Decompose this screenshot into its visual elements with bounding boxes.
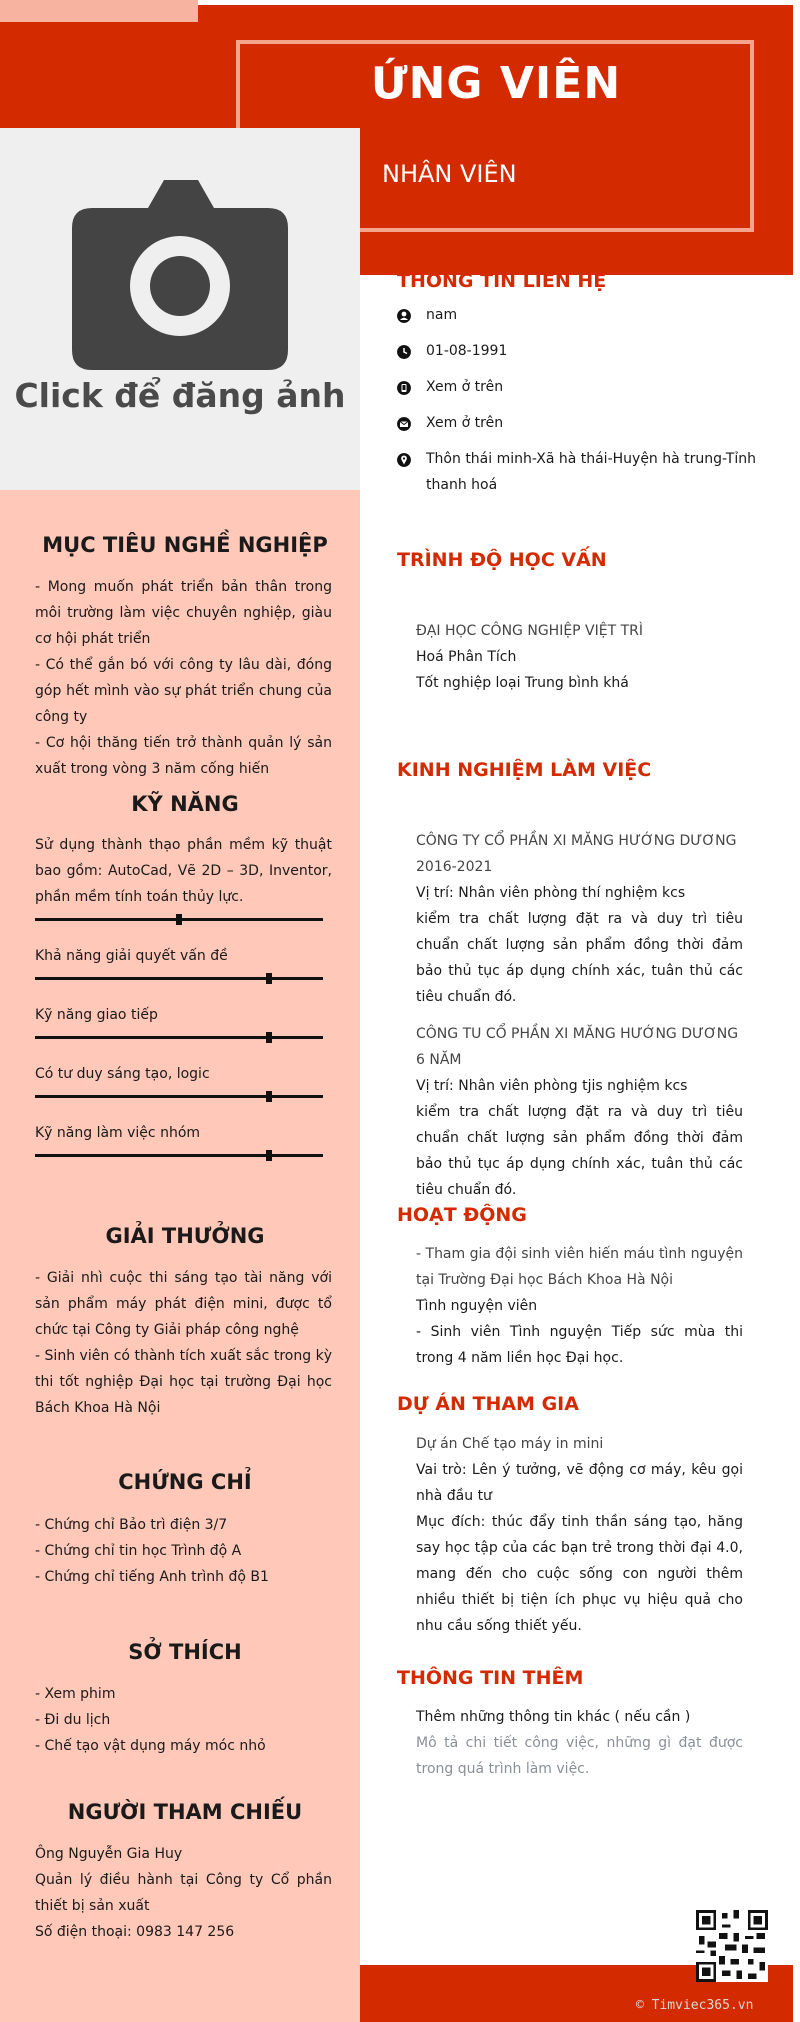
cert-line: - Chứng chỉ tin học Trình độ A	[35, 1543, 242, 1559]
skill-label-1: Khả năng giải quyết vấn đề	[35, 948, 228, 964]
skill-bar-4	[35, 1154, 323, 1157]
awards-body	[35, 1265, 332, 1421]
reference-line: Số điện thoại: 0983 147 256	[35, 1924, 235, 1940]
education-title: TRÌNH ĐỘ HỌC VẤN	[397, 549, 607, 571]
activity-line: - Tham gia đội sinh viên hiến máu tình nguyện tại Trường Đại học Bách Khoa Hà Nội	[416, 1246, 743, 1288]
education-school: ĐẠI HỌC CÔNG NGHIỆP VIỆT TRÌ	[416, 623, 644, 639]
contact-text: nam	[426, 307, 458, 323]
skill-label-4: Kỹ năng làm việc nhóm	[35, 1125, 201, 1141]
skill-knob	[266, 1032, 272, 1043]
cert-line: - Chứng chỉ Bảo trì điện 3/7	[35, 1517, 228, 1533]
project-name: Dự án Chế tạo máy in mini	[416, 1436, 604, 1452]
activities-body	[416, 1241, 743, 1371]
project-role: Vai trò: Lên ý tưởng, vẽ động cơ máy, kêu gọi nhà đầu tư	[416, 1462, 743, 1504]
skill-bar-1	[35, 977, 323, 980]
skill-bar-3	[35, 1095, 323, 1098]
objective-line: - Mong muốn phát triển bản thân trong môi trường làm việc chuyên nghiệp, giàu cơ hội phát triển	[35, 579, 332, 647]
contact-text: Xem ở trên	[426, 415, 504, 431]
extra-body	[416, 1704, 743, 1782]
skill-knob	[176, 914, 182, 925]
job-company: CÔNG TY CỔ PHẦN XI MĂNG HƯỚNG DƯƠNG	[416, 833, 737, 849]
education-body	[416, 618, 743, 696]
location-icon	[397, 453, 411, 467]
contact-title: THÔNG TIN LIÊN HỆ	[397, 270, 607, 292]
reference-line: Quản lý điều hành tại Công ty Cổ phần thiết bị sản xuất	[35, 1872, 332, 1914]
project-goal: Mục đích: thúc đẩy tinh thần sáng tạo, hăng say học tập của các bạn trẻ trong thời đại 4.0, mang đến cho cuộc sống con người thêm nhiều thiết bị tiện ích phục vụ hiệu quả cho nhu cầu sống thiết yếu.	[416, 1514, 743, 1634]
experience-title: KINH NGHIỆM LÀM VIỆC	[397, 759, 652, 781]
job-description: kiểm tra chất lượng đặt ra và duy trì tiêu chuẩn chất lượng sản phẩm đồng thời đảm bảo thủ tục áp dụng chính xác, tuân thủ các tiêu chuẩn đó.	[416, 1104, 743, 1198]
mail-icon	[397, 417, 411, 431]
skill-bar-2	[35, 1036, 323, 1039]
skill-bar-0	[35, 918, 323, 921]
activity-line: - Sinh viên Tình nguyện Tiếp sức mùa thi trong 4 năm liền học Đại học.	[416, 1324, 743, 1366]
skills-title: KỸ NĂNG	[131, 792, 239, 816]
objective-body	[35, 574, 332, 782]
objective-title: MỤC TIÊU NGHỀ NGHIỆP	[42, 533, 328, 557]
award-line: - Sinh viên có thành tích xuất sắc trong kỳ thi tốt nghiệp Đại học tại trường Đại học Bách Khoa Hà Nội	[35, 1348, 332, 1416]
skill-knob	[266, 973, 272, 984]
references-title: NGƯỜI THAM CHIẾU	[67, 1800, 303, 1824]
extra-placeholder[interactable]: Mô tả chi tiết công việc, những gì đạt được trong quá trình làm việc.	[416, 1735, 743, 1777]
job-position: Vị trí: Nhân viên phòng tjis nghiệm kcs	[416, 1078, 688, 1094]
education-result: Tốt nghiệp loại Trung bình khá	[416, 675, 629, 691]
skill-label-3: Có tư duy sáng tạo, logic	[35, 1066, 210, 1082]
experience-job-1	[416, 1021, 743, 1203]
objective-line: - Có thể gắn bó với công ty lâu dài, đóng góp hết mình vào sự phát triển chung của công ty	[35, 657, 332, 725]
job-company: CÔNG TU CỔ PHẦN XI MĂNG HƯỚNG DƯƠNG	[416, 1026, 739, 1042]
certs-body	[35, 1512, 332, 1590]
job-period: 2016-2021	[416, 859, 493, 875]
watermark: © Timviec365.vn	[636, 1998, 754, 2013]
experience-job-0	[416, 828, 743, 1010]
hobby-line: - Chế tạo vật dụng máy móc nhỏ	[35, 1738, 266, 1754]
skill-label-2: Kỹ năng giao tiếp	[35, 1007, 158, 1023]
hobby-line: - Đi du lịch	[35, 1712, 111, 1728]
header-accent-strip	[0, 0, 198, 22]
extra-title: THÔNG TIN THÊM	[397, 1667, 584, 1689]
job-position: Vị trí: Nhân viên phòng thí nghiệm kcs	[416, 885, 686, 901]
job-description: kiểm tra chất lượng đặt ra và duy trì tiêu chuẩn chất lượng sản phẩm đồng thời đảm bảo thủ tục áp dụng chính xác, tuân thủ các tiêu chuẩn đó.	[416, 911, 743, 1005]
user-icon	[397, 309, 411, 323]
projects-title: DỰ ÁN THAM GIA	[397, 1393, 579, 1415]
hobbies-title: SỞ THÍCH	[128, 1640, 242, 1664]
camera-icon	[72, 180, 288, 370]
photo-caption: Click để đăng ảnh	[14, 376, 346, 415]
skill-label-0: Sử dụng thành thạo phần mềm kỹ thuật bao gồm: AutoCad, Vẽ 2D – 3D, Inventor, phần mềm tính toán thủy lực.	[35, 837, 332, 905]
hobby-line: - Xem phim	[35, 1686, 116, 1702]
activity-line: Tình nguyện viên	[416, 1298, 538, 1314]
contact-text: 01-08-1991	[426, 343, 508, 359]
skill-knob	[266, 1150, 272, 1161]
job-period: 6 NĂM	[416, 1052, 462, 1068]
cert-line: - Chứng chỉ tiếng Anh trình độ B1	[35, 1569, 269, 1585]
references-body	[35, 1841, 332, 1945]
qr-code-icon	[696, 1910, 768, 1982]
contact-text: Xem ở trên	[426, 379, 504, 395]
extra-heading: Thêm những thông tin khác ( nếu cần )	[416, 1709, 691, 1725]
certs-title: CHỨNG CHỈ	[118, 1470, 252, 1494]
activities-title: HOẠT ĐỘNG	[397, 1204, 527, 1226]
candidate-role: NHÂN VIÊN	[382, 160, 517, 188]
awards-title: GIẢI THƯỞNG	[105, 1224, 265, 1248]
reference-line: Ông Nguyễn Gia Huy	[35, 1846, 183, 1862]
skill-knob	[266, 1091, 272, 1102]
projects-body	[416, 1431, 743, 1639]
hobbies-body	[35, 1681, 332, 1759]
phone-icon	[397, 381, 411, 395]
contact-text: Thôn thái minh-Xã hà thái-Huyện hà trung-Tỉnh thanh hoá	[426, 451, 756, 493]
award-line: - Giải nhì cuộc thi sáng tạo tài năng với sản phẩm máy phát điện mini, được tổ chức tại Công ty Giải pháp công nghệ	[35, 1270, 332, 1338]
clock-icon	[397, 345, 411, 359]
education-major: Hoá Phân Tích	[416, 649, 517, 665]
candidate-name: ỨNG VIÊN	[370, 58, 622, 109]
photo-upload[interactable]	[0, 128, 360, 490]
objective-line: - Cơ hội thăng tiến trở thành quản lý sản xuất trong vòng 3 năm cống hiến	[35, 735, 332, 777]
